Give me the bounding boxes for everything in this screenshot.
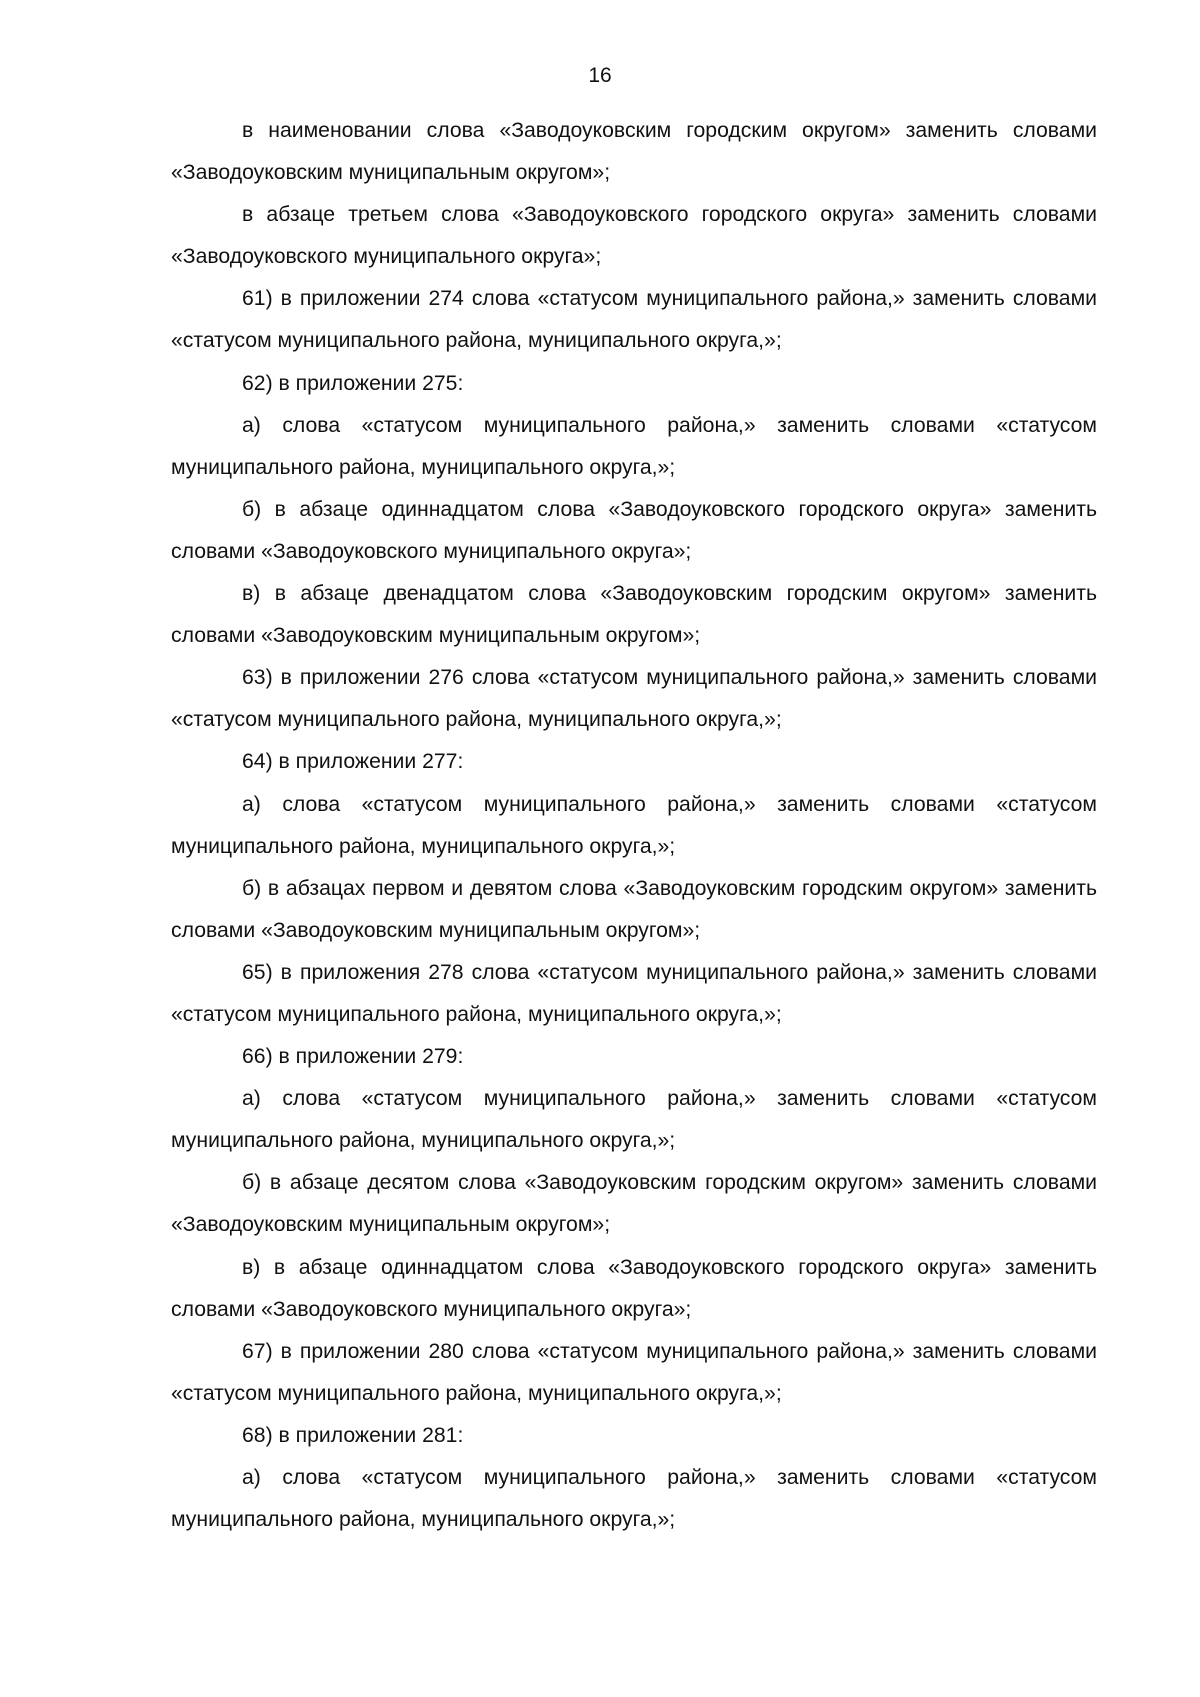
paragraph-item-67: 67) в приложении 280 слова «статусом муниципального района,» заменить словами «статусом муниципального района, муниципального округа,»; xyxy=(171,1339,1097,1405)
paragraph-item-66-v: в) в абзаце одиннадцатом слова «Заводоуковского городского округа» заменить словами «Заводоуковского муниципального округа»; xyxy=(171,1255,1097,1321)
paragraph-item-62-v: в) в абзаце двенадцатом слова «Заводоуковским городским округом» заменить словами «Заводоуковским муниципальным округом»; xyxy=(171,582,1097,648)
paragraph-item-62-b: б) в абзаце одиннадцатом слова «Заводоуковского городского округа» заменить словами «Заводоуковского муниципального округа»; xyxy=(171,497,1097,563)
paragraph-item-63: 63) в приложении 276 слова «статусом муниципального района,» заменить словами «статусом муниципального района, муниципального округа,»; xyxy=(171,666,1097,732)
paragraph-item-68: 68) в приложении 281: xyxy=(242,1423,464,1447)
paragraph-item-62-a: а) слова «статусом муниципального района,» заменить словами «статусом муниципального района, муниципального округа,»; xyxy=(171,413,1097,479)
document-body xyxy=(171,110,1097,1541)
paragraph-third-abzac: в абзаце третьем слова «Заводоуковского городского округа» заменить словами «Заводоуковского муниципального округа»; xyxy=(171,203,1097,269)
page-number: 16 xyxy=(588,64,612,87)
paragraph-item-68-a: а) слова «статусом муниципального района,» заменить словами «статусом муниципального района, муниципального округа,»; xyxy=(171,1466,1097,1532)
paragraph-item-61: 61) в приложении 274 слова «статусом муниципального района,» заменить словами «статусом муниципального района, муниципального округа,»; xyxy=(171,287,1097,353)
paragraph-rename-title: в наименовании слова «Заводоуковским городским округом» заменить словами «Заводоуковским муниципальным округом»; xyxy=(171,119,1097,185)
paragraph-item-66-b: б) в абзаце десятом слова «Заводоуковским городским округом» заменить словами «Заводоуковским муниципальным округом»; xyxy=(171,1171,1097,1237)
paragraph-item-65: 65) в приложения 278 слова «статусом муниципального района,» заменить словами «статусом муниципального района, муниципального округа,»; xyxy=(171,960,1097,1026)
paragraph-item-64-a: а) слова «статусом муниципального района,» заменить словами «статусом муниципального района, муниципального округа,»; xyxy=(171,792,1097,858)
paragraph-item-62: 62) в приложении 275: xyxy=(242,371,464,395)
paragraph-item-66: 66) в приложении 279: xyxy=(242,1045,464,1069)
paragraph-item-64: 64) в приложении 277: xyxy=(242,750,464,774)
paragraph-item-64-b: б) в абзацах первом и девятом слова «Заводоуковским городским округом» заменить словами «Заводоуковским муниципальным округом»; xyxy=(171,876,1097,942)
paragraph-item-66-a: а) слова «статусом муниципального района,» заменить словами «статусом муниципального района, муниципального округа,»; xyxy=(171,1087,1097,1153)
